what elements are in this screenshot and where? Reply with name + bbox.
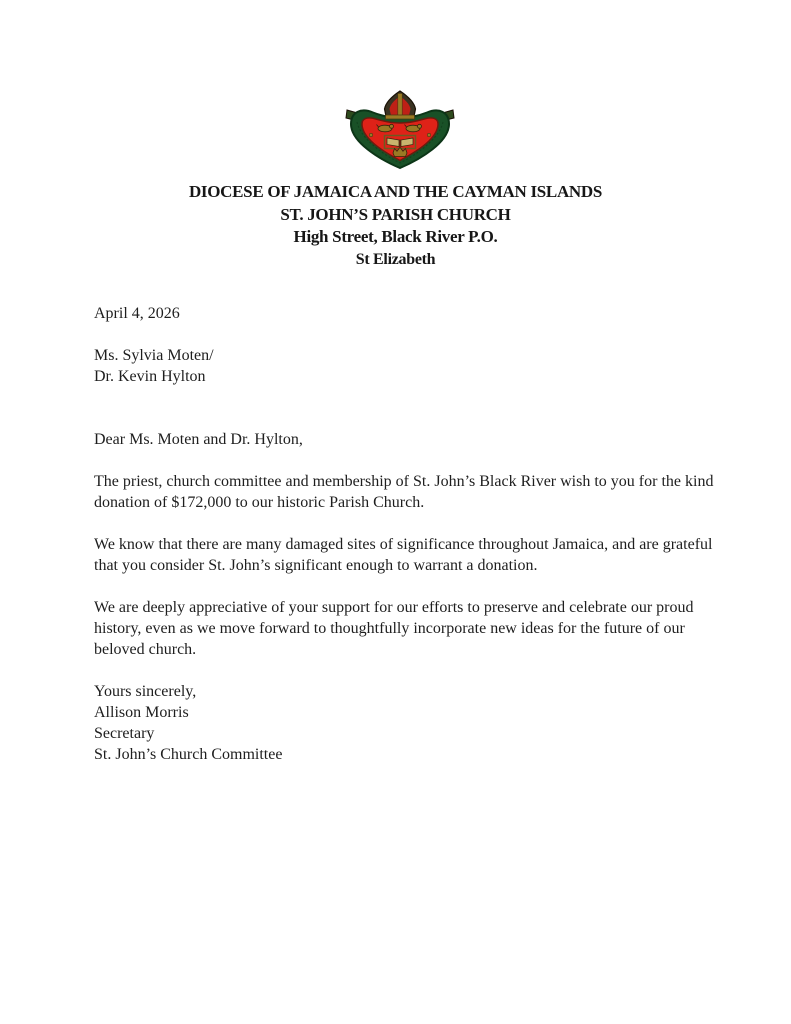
crest-mark-left — [369, 133, 373, 137]
paragraph-line: history, even as we move forward to thoughtfully incorporate new ideas for the future of our — [94, 620, 685, 637]
paragraph — [94, 534, 754, 576]
letterhead — [0, 181, 791, 271]
letterhead-diocese-name: DIOCESE OF JAMAICA AND THE CAYMAN ISLANDS — [188, 182, 603, 201]
paragraph-line: We are deeply appreciative of your support for our efforts to preserve and celebrate our proud — [94, 599, 694, 616]
recipient-line: Dr. Kevin Hylton — [94, 368, 206, 385]
letterhead-parish-region: St Elizabeth — [355, 250, 436, 268]
diocese-crest-logo — [345, 90, 455, 170]
letterhead-parish-name: ST. JOHN’S PARISH CHURCH — [280, 204, 511, 224]
paragraph — [94, 597, 754, 660]
signer-name: Allison Morris — [94, 704, 189, 721]
signer-title: Secretary — [94, 725, 155, 742]
crest-crown — [393, 147, 407, 156]
letter-body — [94, 303, 754, 765]
paragraph-line: donation of $172,000 to our historic Parish Church. — [94, 494, 425, 511]
salutation: Dear Ms. Moten and Dr. Hylton, — [94, 431, 303, 448]
signature-block — [94, 681, 754, 765]
paragraph-line: We know that there are many damaged sites of significance throughout Jamaica, and are grateful — [94, 536, 713, 553]
paragraph — [94, 471, 754, 513]
letter-date: April 4, 2026 — [94, 305, 180, 322]
letterhead-street-address: High Street, Black River P.O. — [293, 227, 498, 246]
closing: Yours sincerely, — [94, 683, 197, 700]
paragraph-line: that you consider St. John’s significant enough to warrant a donation. — [94, 557, 538, 574]
recipient-block — [94, 345, 754, 387]
paragraph-line: beloved church. — [94, 641, 197, 658]
recipient-line: Ms. Sylvia Moten/ — [94, 347, 214, 364]
crest-mitre-icon — [385, 91, 416, 119]
paragraph-line: The priest, church committee and membership of St. John’s Black River wish to you for the kind — [94, 473, 714, 490]
crest-icon — [345, 90, 455, 170]
crest-mark-right — [427, 133, 431, 137]
signer-organization: St. John’s Church Committee — [94, 746, 283, 763]
